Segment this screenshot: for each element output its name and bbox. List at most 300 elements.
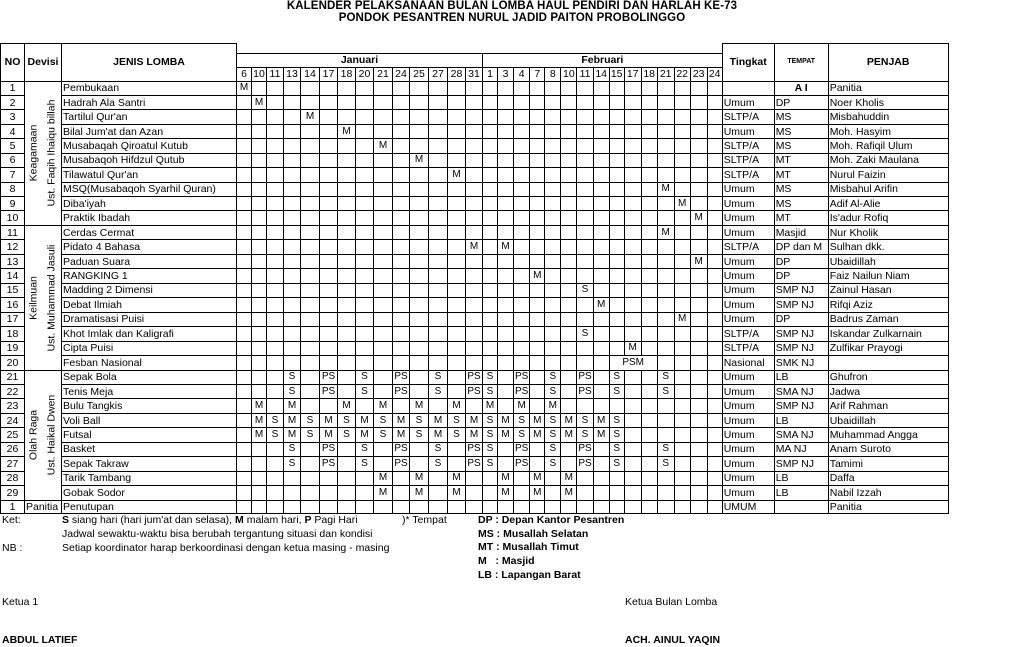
schedule-cell bbox=[530, 182, 545, 196]
table-row bbox=[1, 384, 949, 398]
penjab-cell: Jadwa bbox=[828, 384, 948, 398]
schedule-cell bbox=[267, 197, 284, 211]
schedule-cell bbox=[320, 81, 338, 95]
schedule-mark: M bbox=[448, 471, 466, 485]
schedule-cell bbox=[466, 269, 483, 283]
tempat-cell: MT bbox=[774, 153, 828, 167]
schedule-cell bbox=[530, 355, 545, 370]
date-jan-14: 14 bbox=[301, 67, 320, 81]
schedule-cell bbox=[498, 312, 514, 326]
schedule-cell bbox=[448, 81, 466, 95]
table-row bbox=[1, 327, 949, 341]
schedule-cell bbox=[448, 95, 466, 109]
schedule-mark: M bbox=[410, 153, 429, 167]
schedule-mark: S bbox=[609, 457, 624, 471]
schedule-cell bbox=[707, 486, 722, 501]
schedule-cell bbox=[545, 254, 561, 268]
schedule-cell bbox=[267, 95, 284, 109]
schedule-cell bbox=[466, 197, 483, 211]
schedule-cell bbox=[657, 95, 674, 109]
schedule-cell bbox=[393, 399, 410, 413]
schedule-cell bbox=[338, 254, 356, 268]
schedule-cell bbox=[252, 442, 267, 456]
schedule-cell bbox=[338, 139, 356, 153]
legend-nb-label: NB : bbox=[2, 542, 23, 554]
schedule-cell bbox=[410, 298, 429, 312]
penjab-cell: Zainul Hasan bbox=[828, 283, 948, 297]
row-no: 19 bbox=[1, 341, 25, 355]
schedule-cell bbox=[498, 81, 514, 95]
schedule-cell bbox=[545, 269, 561, 283]
schedule-cell bbox=[429, 312, 448, 326]
schedule-mark: PS bbox=[514, 370, 530, 384]
schedule-cell bbox=[284, 312, 301, 326]
schedule-cell bbox=[410, 197, 429, 211]
schedule-cell bbox=[514, 197, 530, 211]
schedule-cell bbox=[545, 355, 561, 370]
schedule-cell bbox=[577, 110, 593, 124]
tempat-cell: MS bbox=[774, 139, 828, 153]
schedule-mark: S bbox=[577, 428, 593, 442]
schedule-cell bbox=[514, 182, 530, 196]
schedule-cell bbox=[374, 327, 393, 341]
schedule-cell bbox=[657, 341, 674, 355]
date-feb-23: 23 bbox=[690, 67, 707, 81]
schedule-cell bbox=[707, 355, 722, 370]
schedule-cell bbox=[483, 298, 498, 312]
schedule-cell bbox=[301, 341, 320, 355]
schedule-cell bbox=[338, 110, 356, 124]
schedule-cell bbox=[252, 240, 267, 254]
schedule-cell bbox=[429, 471, 448, 485]
schedule-cell bbox=[609, 168, 624, 182]
penjab-cell: Nurul Faizin bbox=[828, 168, 948, 182]
schedule-cell bbox=[483, 327, 498, 341]
schedule-cell bbox=[284, 283, 301, 297]
schedule-cell bbox=[448, 110, 466, 124]
tingkat-cell: Umum bbox=[722, 283, 774, 297]
penjab-cell: Zulfikar Prayogi bbox=[828, 341, 948, 355]
schedule-cell bbox=[448, 298, 466, 312]
schedule-cell bbox=[252, 139, 267, 153]
schedule-cell bbox=[301, 312, 320, 326]
schedule-cell bbox=[320, 254, 338, 268]
schedule-cell bbox=[707, 413, 722, 427]
header-tingkat: Tingkat bbox=[722, 44, 774, 82]
schedule-cell bbox=[320, 471, 338, 485]
schedule-cell bbox=[577, 240, 593, 254]
tingkat-cell: SLTP/A bbox=[722, 327, 774, 341]
schedule-cell bbox=[252, 197, 267, 211]
schedule-cell bbox=[267, 124, 284, 138]
date-jan-13: 13 bbox=[284, 67, 301, 81]
schedule-cell bbox=[466, 226, 483, 240]
tingkat-cell: Umum bbox=[722, 442, 774, 456]
schedule-cell bbox=[690, 153, 707, 167]
schedule-cell bbox=[641, 95, 657, 109]
tingkat-cell: Umum bbox=[722, 269, 774, 283]
schedule-cell bbox=[530, 283, 545, 297]
tingkat-cell: Umum bbox=[722, 457, 774, 471]
schedule-cell bbox=[301, 211, 320, 226]
legend-s: S bbox=[62, 514, 70, 526]
schedule-cell bbox=[674, 153, 690, 167]
table-row bbox=[1, 370, 949, 384]
schedule-mark: M bbox=[320, 428, 338, 442]
schedule-cell bbox=[252, 81, 267, 95]
schedule-cell bbox=[674, 428, 690, 442]
schedule-cell bbox=[483, 254, 498, 268]
row-no: 17 bbox=[1, 312, 25, 326]
event-name: Paduan Suara bbox=[62, 254, 237, 268]
schedule-cell bbox=[284, 197, 301, 211]
schedule-mark: M bbox=[429, 428, 448, 442]
schedule-cell bbox=[641, 457, 657, 471]
tempat-cell: A I bbox=[774, 81, 828, 95]
tempat-cell: MT bbox=[774, 211, 828, 226]
schedule-mark: PS bbox=[320, 370, 338, 384]
schedule-cell bbox=[690, 182, 707, 196]
schedule-cell bbox=[690, 327, 707, 341]
schedule-cell bbox=[498, 399, 514, 413]
schedule-cell bbox=[466, 211, 483, 226]
schedule-cell bbox=[374, 312, 393, 326]
schedule-cell bbox=[577, 95, 593, 109]
schedule-cell bbox=[338, 197, 356, 211]
schedule-cell bbox=[483, 341, 498, 355]
row-no: 11 bbox=[1, 226, 25, 240]
schedule-cell bbox=[237, 269, 252, 283]
schedule-cell bbox=[429, 95, 448, 109]
schedule-cell bbox=[561, 327, 577, 341]
schedule-cell bbox=[609, 312, 624, 326]
schedule-cell bbox=[252, 384, 267, 398]
schedule-mark: PS bbox=[393, 384, 410, 398]
penjab-cell: Sulhan dkk. bbox=[828, 240, 948, 254]
schedule-cell bbox=[674, 486, 690, 501]
schedule-mark: PS bbox=[393, 370, 410, 384]
schedule-cell bbox=[429, 139, 448, 153]
schedule-cell bbox=[448, 153, 466, 167]
schedule-cell bbox=[320, 486, 338, 501]
schedule-cell bbox=[545, 327, 561, 341]
tingkat-cell: Umum bbox=[722, 471, 774, 485]
schedule-cell bbox=[690, 240, 707, 254]
schedule-mark: S bbox=[609, 370, 624, 384]
signature-right-name: ACH. AINUL YAQIN bbox=[625, 634, 721, 646]
date-feb-7: 7 bbox=[530, 67, 545, 81]
schedule-cell bbox=[393, 312, 410, 326]
schedule-cell bbox=[707, 327, 722, 341]
schedule-cell bbox=[641, 298, 657, 312]
header-spacer bbox=[237, 44, 723, 54]
schedule-cell bbox=[545, 211, 561, 226]
schedule-cell bbox=[641, 370, 657, 384]
schedule-mark: S bbox=[483, 428, 498, 442]
schedule-mark: M bbox=[448, 486, 466, 501]
event-name: Cerdas Cermat bbox=[62, 226, 237, 240]
schedule-cell bbox=[577, 197, 593, 211]
schedule-cell bbox=[338, 283, 356, 297]
schedule-cell bbox=[356, 95, 374, 109]
schedule-mark: M bbox=[410, 399, 429, 413]
schedule-cell bbox=[561, 269, 577, 283]
schedule-cell bbox=[674, 124, 690, 138]
row-no: 9 bbox=[1, 197, 25, 211]
schedule-cell bbox=[237, 471, 252, 485]
schedule-cell bbox=[514, 110, 530, 124]
schedule-cell bbox=[707, 182, 722, 196]
schedule-cell bbox=[690, 124, 707, 138]
event-name: Tenis Meja bbox=[62, 384, 237, 398]
penjab-cell: Muhammad Angga bbox=[828, 428, 948, 442]
schedule-cell bbox=[237, 182, 252, 196]
schedule-cell bbox=[593, 197, 609, 211]
schedule-cell bbox=[641, 413, 657, 427]
place-legend-item: M : Masjid bbox=[478, 555, 535, 568]
legend-tempat-note: )* Tempat bbox=[402, 514, 447, 526]
schedule-cell bbox=[561, 254, 577, 268]
event-name: Tilawatul Qur'an bbox=[62, 168, 237, 182]
event-name: Pidato 4 Bahasa bbox=[62, 240, 237, 254]
schedule-cell bbox=[641, 341, 657, 355]
schedule-mark: M bbox=[356, 428, 374, 442]
schedule-mark: S bbox=[545, 384, 561, 398]
table-row bbox=[1, 197, 949, 211]
schedule-cell bbox=[267, 211, 284, 226]
schedule-cell bbox=[707, 139, 722, 153]
schedule-cell bbox=[483, 153, 498, 167]
schedule-cell bbox=[284, 110, 301, 124]
tingkat-cell: SLTP/A bbox=[722, 240, 774, 254]
schedule-cell bbox=[577, 399, 593, 413]
schedule-cell bbox=[530, 384, 545, 398]
schedule-cell bbox=[545, 486, 561, 501]
schedule-cell bbox=[514, 471, 530, 485]
schedule-cell bbox=[624, 500, 641, 513]
schedule-cell bbox=[624, 81, 641, 95]
schedule-cell bbox=[393, 95, 410, 109]
schedule-cell bbox=[561, 370, 577, 384]
schedule-cell bbox=[338, 269, 356, 283]
schedule-cell bbox=[707, 312, 722, 326]
schedule-cell bbox=[429, 211, 448, 226]
row-no: 27 bbox=[1, 457, 25, 471]
row-no: 23 bbox=[1, 399, 25, 413]
penjab-cell: Nabil Izzah bbox=[828, 486, 948, 501]
schedule-mark: S bbox=[356, 384, 374, 398]
schedule-cell bbox=[237, 370, 252, 384]
schedule-cell bbox=[410, 384, 429, 398]
schedule-cell bbox=[374, 168, 393, 182]
schedule-mark: S bbox=[545, 370, 561, 384]
schedule-cell bbox=[530, 153, 545, 167]
schedule-cell bbox=[301, 457, 320, 471]
schedule-cell bbox=[609, 327, 624, 341]
schedule-mark: M bbox=[338, 399, 356, 413]
penjab-cell: Moh. Hasyim bbox=[828, 124, 948, 138]
schedule-cell bbox=[624, 269, 641, 283]
schedule-cell bbox=[267, 399, 284, 413]
schedule-cell bbox=[593, 471, 609, 485]
schedule-cell bbox=[707, 269, 722, 283]
schedule-cell bbox=[641, 269, 657, 283]
penjab-cell: Rifqi Aziz bbox=[828, 298, 948, 312]
schedule-cell bbox=[674, 457, 690, 471]
table-row bbox=[1, 153, 949, 167]
schedule-cell bbox=[483, 182, 498, 196]
tempat-cell: SMP NJ bbox=[774, 298, 828, 312]
schedule-mark: S bbox=[267, 428, 284, 442]
schedule-mark: S bbox=[514, 428, 530, 442]
schedule-mark: S bbox=[483, 370, 498, 384]
schedule-cell bbox=[483, 124, 498, 138]
schedule-cell bbox=[252, 500, 267, 513]
schedule-cell bbox=[624, 254, 641, 268]
schedule-cell bbox=[483, 486, 498, 501]
schedule-cell bbox=[237, 312, 252, 326]
schedule-cell bbox=[410, 341, 429, 355]
table-row bbox=[1, 442, 949, 456]
schedule-cell bbox=[545, 298, 561, 312]
schedule-cell bbox=[707, 370, 722, 384]
row-no: 5 bbox=[1, 139, 25, 153]
devisi-cell bbox=[25, 81, 62, 226]
event-name: Tartilul Qur'an bbox=[62, 110, 237, 124]
schedule-mark: M bbox=[284, 413, 301, 427]
schedule-cell bbox=[429, 298, 448, 312]
schedule-cell bbox=[624, 211, 641, 226]
date-jan-20: 20 bbox=[356, 67, 374, 81]
schedule-mark: PS bbox=[514, 457, 530, 471]
schedule-mark: S bbox=[577, 327, 593, 341]
schedule-cell bbox=[466, 81, 483, 95]
tempat-cell: SMA NJ bbox=[774, 428, 828, 442]
coordinator-label: Ust. Haikal Dwen bbox=[45, 394, 58, 476]
schedule-cell bbox=[545, 81, 561, 95]
schedule-cell bbox=[393, 254, 410, 268]
schedule-cell bbox=[483, 312, 498, 326]
schedule-cell bbox=[267, 182, 284, 196]
schedule-cell bbox=[624, 442, 641, 456]
event-name: Madding 2 Dimensi bbox=[62, 283, 237, 297]
header-tempat: TEMPAT bbox=[774, 44, 828, 82]
schedule-cell bbox=[561, 197, 577, 211]
schedule-cell bbox=[356, 139, 374, 153]
legend-nb-text: Setiap koordinator harap berkoordinasi dengan ketua masing - masing bbox=[62, 542, 390, 554]
schedule-cell bbox=[429, 399, 448, 413]
schedule-cell bbox=[429, 182, 448, 196]
schedule-cell bbox=[690, 442, 707, 456]
schedule-cell bbox=[593, 168, 609, 182]
schedule-cell bbox=[410, 457, 429, 471]
schedule-cell bbox=[530, 139, 545, 153]
schedule-cell bbox=[593, 312, 609, 326]
schedule-mark: M bbox=[338, 124, 356, 138]
tempat-cell: MS bbox=[774, 110, 828, 124]
date-jan-27: 27 bbox=[429, 67, 448, 81]
row-no: 29 bbox=[1, 486, 25, 501]
schedule-cell bbox=[374, 153, 393, 167]
schedule-mark: M bbox=[530, 269, 545, 283]
schedule-cell bbox=[301, 442, 320, 456]
schedule-cell bbox=[237, 413, 252, 427]
schedule-cell bbox=[498, 384, 514, 398]
schedule-cell bbox=[609, 269, 624, 283]
row-no: 2 bbox=[1, 95, 25, 109]
schedule-cell bbox=[545, 283, 561, 297]
schedule-cell bbox=[374, 355, 393, 370]
date-jan-28: 28 bbox=[448, 67, 466, 81]
schedule-mark: S bbox=[448, 413, 466, 427]
schedule-cell bbox=[530, 95, 545, 109]
schedule-mark: M bbox=[284, 428, 301, 442]
schedule-cell bbox=[284, 486, 301, 501]
schedule-cell bbox=[237, 486, 252, 501]
tempat-cell: MS bbox=[774, 197, 828, 211]
schedule-cell bbox=[641, 110, 657, 124]
schedule-cell bbox=[545, 95, 561, 109]
schedule-cell bbox=[624, 486, 641, 501]
schedule-cell bbox=[674, 110, 690, 124]
date-jan-11: 11 bbox=[267, 67, 284, 81]
tingkat-cell: SLTP/A bbox=[722, 153, 774, 167]
table-row bbox=[1, 413, 949, 427]
schedule-cell bbox=[674, 95, 690, 109]
schedule-mark: PS bbox=[320, 457, 338, 471]
legend-s-text: siang hari (hari jum'at dan selasa), bbox=[69, 514, 236, 526]
schedule-cell bbox=[657, 283, 674, 297]
schedule-cell bbox=[237, 399, 252, 413]
schedule-cell bbox=[483, 168, 498, 182]
schedule-cell bbox=[707, 384, 722, 398]
schedule-cell bbox=[410, 442, 429, 456]
schedule-cell bbox=[320, 211, 338, 226]
schedule-cell bbox=[252, 298, 267, 312]
schedule-cell bbox=[483, 139, 498, 153]
schedule-cell bbox=[609, 110, 624, 124]
schedule-cell bbox=[624, 428, 641, 442]
schedule-cell bbox=[448, 182, 466, 196]
schedule-cell bbox=[284, 211, 301, 226]
schedule-cell bbox=[466, 298, 483, 312]
schedule-mark: S bbox=[429, 457, 448, 471]
schedule-cell bbox=[641, 283, 657, 297]
schedule-cell bbox=[252, 211, 267, 226]
schedule-mark: M bbox=[252, 399, 267, 413]
schedule-cell bbox=[657, 211, 674, 226]
schedule-cell bbox=[393, 197, 410, 211]
schedule-mark: S bbox=[483, 413, 498, 427]
schedule-mark: M bbox=[530, 413, 545, 427]
event-name: Tarik Tambang bbox=[62, 471, 237, 485]
schedule-cell bbox=[252, 355, 267, 370]
schedule-mark: S bbox=[577, 283, 593, 297]
schedule-cell bbox=[410, 81, 429, 95]
schedule-cell bbox=[374, 182, 393, 196]
schedule-cell bbox=[374, 197, 393, 211]
table-row bbox=[1, 471, 949, 485]
event-name: Fesban Nasional bbox=[62, 355, 237, 370]
schedule-cell bbox=[237, 197, 252, 211]
schedule-cell bbox=[707, 95, 722, 109]
schedule-mark: M bbox=[429, 413, 448, 427]
schedule-cell bbox=[301, 139, 320, 153]
tingkat-cell: SLTP/A bbox=[722, 341, 774, 355]
schedule-cell bbox=[301, 269, 320, 283]
schedule-mark: S bbox=[577, 413, 593, 427]
row-no: 10 bbox=[1, 211, 25, 226]
